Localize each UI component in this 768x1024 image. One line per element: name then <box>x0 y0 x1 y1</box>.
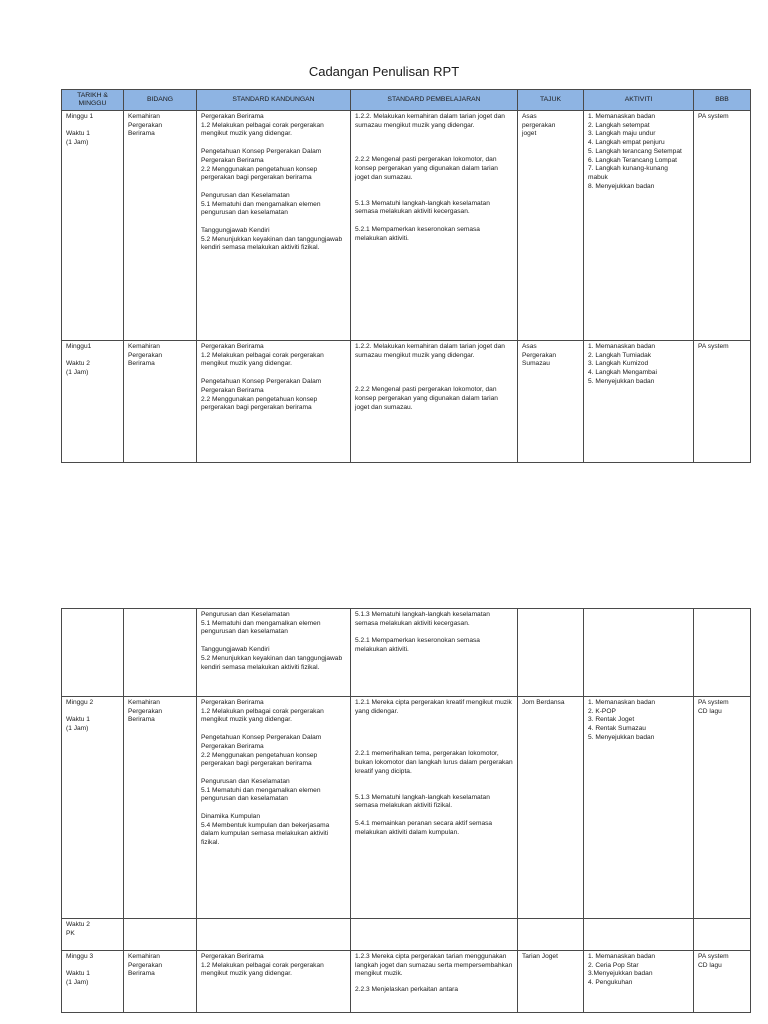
cell-tarikh: Minggu1 Waktu 2 (1 Jam) <box>62 341 124 463</box>
table-header-row <box>62 90 751 111</box>
header-aktiviti: AKTIVITI <box>584 90 694 111</box>
cell-bbb: PA system <box>694 341 751 463</box>
cell-standard-kandungan: Pergerakan Berirama 1.2 Melakukan pelbagai corak pergerakan mengikut muzik yang didengar. Pengetahuan Konsep Pergerakan Dalam Pergerakan Berirama 2.2 Menggunakan pengetahuan konsep pergerakan bagi pergerakan berirama <box>197 341 351 463</box>
cell-tajuk <box>518 609 584 697</box>
cell-standard-pembelajaran: 1.2.2. Melakukan kemahiran dalam tarian joget dan sumazau mengikut muzik yang didengar. 2.2.2 Mengenal pasti pergerakan lokomotor, dan konsep pergerakan yang digunakan dalam tarian joget dan sumazau. 5.1.3 Mematuhi langkah-langkah keselamatan semasa melakukan aktiviti kecergasan. 5.2.1 Mempamerkan keseronokan semasa melakukan aktiviti. <box>351 111 518 341</box>
cell-aktiviti: 1. Memanaskan badan 2. Langkah setempat 3. Langkah maju undur 4. Langkah empat penjuru 5. Langkah terancang Setempat 6. Langkah Terancang Lompat 7. Langkah kunang-kunang mabuk 8. Menyejukkan badan <box>584 111 694 341</box>
page-title: Cadangan Penulisan RPT <box>308 64 460 79</box>
cell-standard-pembelajaran: 1.2.2. Melakukan kemahiran dalam tarian joget dan sumazau mengikut muzik yang didengar. 2.2.2 Mengenal pasti pergerakan lokomotor, dan konsep pergerakan yang digunakan dalam tarian joget dan sumazau. <box>351 341 518 463</box>
cell-aktiviti: 1. Memanaskan badan 2. Ceria Pop Star 3.Menyejukkan badan 4. Pengukuhan <box>584 951 694 1013</box>
header-tarikh: TARIKH & MINGGU <box>62 90 124 111</box>
cell-tarikh: Minggu 3 Waktu 1 (1 Jam) <box>62 951 124 1013</box>
cell-bidang: Kemahiran Pergerakan Berirama <box>124 341 197 463</box>
rpt-table-page-1 <box>61 89 751 463</box>
cell-standard-pembelajaran: 1.2.1 Mereka cipta pergerakan kreatif mengikut muzik yang didengar. 2.2.1 memerihalkan tema, pergerakan lokomotor, bukan lokomotor dan langkah lurus dalam pergerakan kreatif yang dicipta. 5.1.3 Mematuhi langkah-langkah keselamatan semasa melakukan aktiviti fizikal. 5.4.1 memainkan peranan secara aktif semasa melakukan aktiviti dalam kumpulan. <box>351 697 518 919</box>
cell-standard-kandungan: Pergerakan Berirama 1.2 Melakukan pelbagai corak pergerakan mengikut muzik yang didengar. <box>197 951 351 1013</box>
cell-aktiviti: 1. Memanaskan badan 2. K-POP 3. Rentak Joget 4. Rentak Sumazau 5. Menyejukkan badan <box>584 697 694 919</box>
cell-tarikh: Minggu 1 Waktu 1 (1 Jam) <box>62 111 124 341</box>
header-bidang: BIDANG <box>124 90 197 111</box>
table-row <box>62 951 751 1013</box>
cell-bidang: Kemahiran Pergerakan Berirama <box>124 951 197 1013</box>
table-row <box>62 111 751 341</box>
header-standard-kandungan: STANDARD KANDUNGAN <box>197 90 351 111</box>
cell-aktiviti <box>584 609 694 697</box>
header-bbb: BBB <box>694 90 751 111</box>
table-row <box>62 341 751 463</box>
cell-tajuk: Asas Pergerakan Sumazau <box>518 341 584 463</box>
header-tajuk: TAJUK <box>518 90 584 111</box>
cell-bidang <box>124 919 197 951</box>
cell-standard-kandungan <box>197 919 351 951</box>
cell-tajuk: Asas pergerakan joget <box>518 111 584 341</box>
cell-standard-kandungan: Pergerakan Berirama 1.2 Melakukan pelbagai corak pergerakan mengikut muzik yang didengar. Pengetahuan Konsep Pergerakan Dalam Pergerakan Berirama 2.2 Menggunakan pengetahuan konsep pergerakan bagi pergerakan berirama Pengurusan dan Keselamatan 5.1 Mematuhi dan mengamalkan elemen pengurusan dan keselamatan Tanggungjawab Kendiri 5.2 Menunjukkan keyakinan dan tanggungjawab kendiri semasa melakukan aktiviti fizikal. <box>197 111 351 341</box>
cell-tarikh <box>62 609 124 697</box>
cell-bbb: PA system <box>694 111 751 341</box>
cell-bbb: PA system CD lagu <box>694 697 751 919</box>
cell-bbb: PA system CD lagu <box>694 951 751 1013</box>
table-row <box>62 697 751 919</box>
cell-standard-kandungan: Pengurusan dan Keselamatan 5.1 Mematuhi dan mengamalkan elemen pengurusan dan keselamatan Tanggungjawab Kendiri 5.2 Menunjukkan keyakinan dan tanggungjawab kendiri semasa melakukan aktiviti fizikal. <box>197 609 351 697</box>
cell-tajuk: Tarian Joget <box>518 951 584 1013</box>
cell-standard-kandungan: Pergerakan Berirama 1.2 Melakukan pelbagai corak pergerakan mengikut muzik yang didengar. Pengetahuan Konsep Pergerakan Dalam Pergerakan Berirama 2.2 Menggunakan pengetahuan konsep pergerakan bagi pergerakan berirama Pengurusan dan Keselamatan 5.1 Mematuhi dan mengamalkan elemen pengurusan dan keselamatan Dinamika Kumpulan 5.4 Membentuk kumpulan dan bekerjasama dalam kumpulan semasa melakukan aktiviti fizikal. <box>197 697 351 919</box>
cell-standard-pembelajaran <box>351 919 518 951</box>
table-row <box>62 919 751 951</box>
cell-bbb <box>694 919 751 951</box>
cell-aktiviti <box>584 919 694 951</box>
cell-tarikh: Waktu 2 PK <box>62 919 124 951</box>
cell-tajuk <box>518 919 584 951</box>
cell-aktiviti: 1. Memanaskan badan 2. Langkah Tumiadak 3. Langkah Kumizod 4. Langkah Mengambai 5. Menyejukkan badan <box>584 341 694 463</box>
cell-tarikh: Minggu 2 Waktu 1 (1 Jam) <box>62 697 124 919</box>
header-standard-pembelajaran: STANDARD PEMBELAJARAN <box>351 90 518 111</box>
cell-standard-pembelajaran: 1.2.3 Mereka cipta pergerakan tarian menggunakan langkah joget dan sumazau serta mempersembahkan mengikut muzik. 2.2.3 Menjelaskan perkaitan antara <box>351 951 518 1013</box>
cell-standard-pembelajaran: 5.1.3 Mematuhi langkah-langkah keselamatan semasa melakukan aktiviti kecergasan. 5.2.1 Mempamerkan keseronokan semasa melakukan aktiviti. <box>351 609 518 697</box>
table-row <box>62 609 751 697</box>
cell-tajuk: Jom Berdansa <box>518 697 584 919</box>
rpt-table-page-2 <box>61 608 751 1013</box>
cell-bidang: Kemahiran Pergerakan Berirama <box>124 111 197 341</box>
cell-bidang: Kemahiran Pergerakan Berirama <box>124 697 197 919</box>
cell-bbb <box>694 609 751 697</box>
cell-bidang <box>124 609 197 697</box>
